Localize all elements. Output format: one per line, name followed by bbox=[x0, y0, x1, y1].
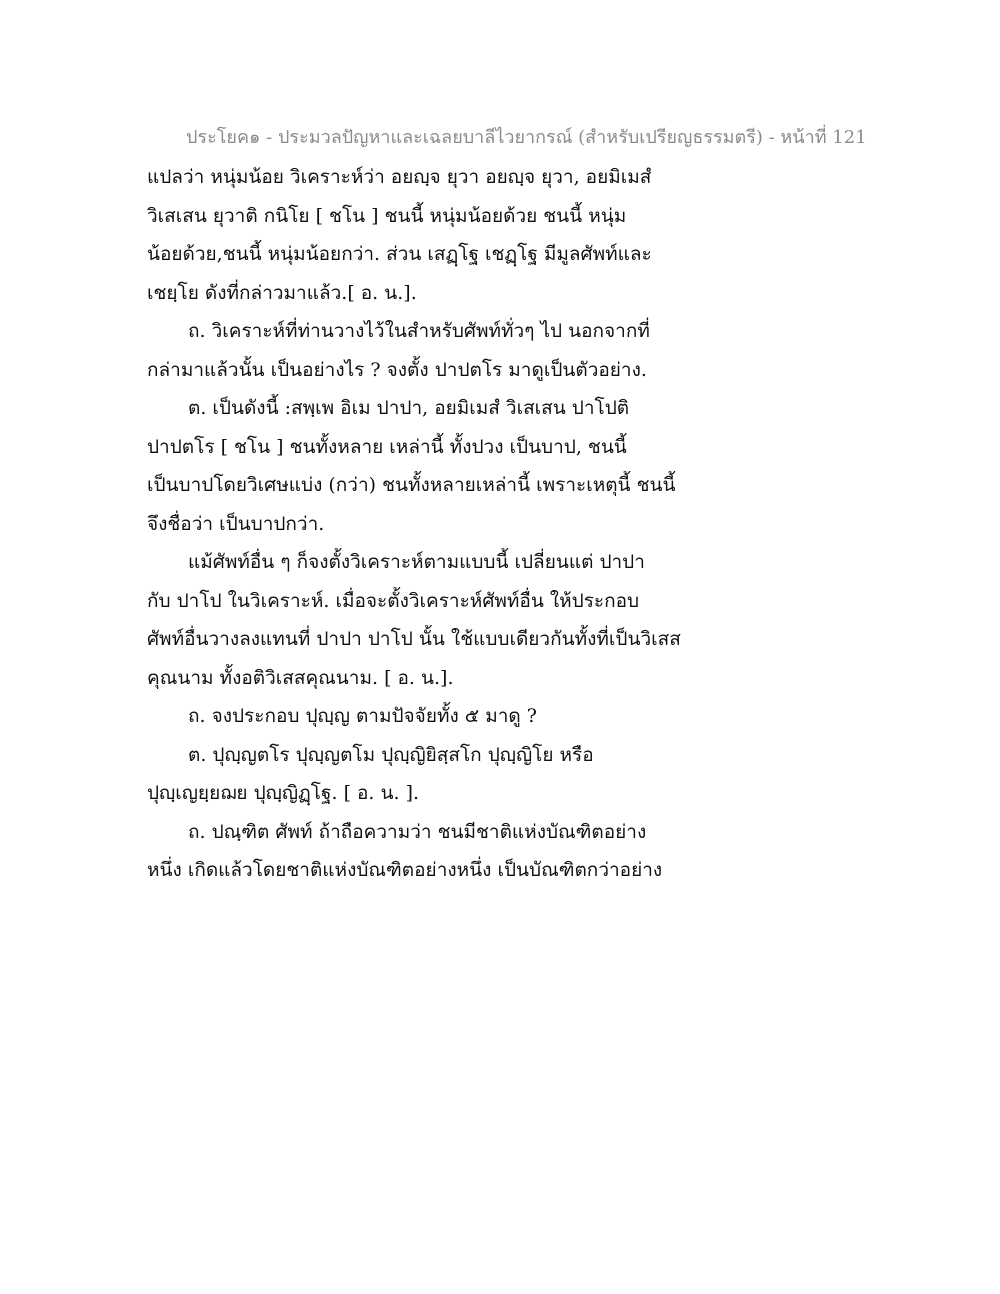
question-line: ถ. ปณฺฑิต ศัพท์ ถ้าถือความว่า ชนมีชาติแห่งบัณฑิตอย่าง bbox=[188, 820, 647, 843]
question-line: ถ. จงประกอบ ปุญฺญ ตามปัจจัยทั้ง ๕ มาดู ? bbox=[188, 705, 537, 727]
answer-line: ต. เป็นดังนี้ :สพฺเพ อิเม ปาปา, อยมิเมสํ วิเสเสน ปาโปติ bbox=[188, 397, 630, 419]
text-line: หนึ่ง เกิดแล้วโดยชาติแห่งบัณฑิตอย่างหนึ่ง เป็นบัณฑิตกว่าอย่าง bbox=[147, 859, 663, 881]
text-line: คุณนาม ทั้งอติวิเสสคุณนาม. [ อ. น.]. bbox=[147, 666, 454, 689]
text-line: เป็นบาปโดยวิเศษแบ่ง (กว่า) ชนทั้งหลายเหล่านี้ เพราะเหตุนี้ ชนนี้ bbox=[147, 474, 676, 496]
page-header: ประโยค๑ - ประมวลปัญหาและเฉลยบาลีไวยากรณ์ (สำหรับเปรียญธรรมตรี) - หน้าที่ 121 bbox=[186, 127, 867, 148]
text-line: วิเสเสน ยุวาติ กนิโย [ ชโน ] ชนนี้ หนุ่มน้อยด้วย ชนนี้ หนุ่ม bbox=[147, 204, 627, 227]
paragraph-line: แม้ศัพท์อื่น ๆ ก็จงตั้งวิเคราะห์ตามแบบนี้ เปลี่ยนแต่ ปาปา bbox=[188, 551, 645, 573]
text-line: จึงชื่อว่า เป็นบาปกว่า. bbox=[147, 512, 325, 535]
text-line: ปาปตโร [ ชโน ] ชนทั้งหลาย เหล่านี้ ทั้งปวง เป็นบาป, ชนนี้ bbox=[147, 435, 627, 458]
text-line: ปุญฺเญยฺยฌย ปุญฺญิฏฺโฐ. [ อ. น. ]. bbox=[147, 782, 420, 804]
text-line: ศัพท์อื่นวางลงแทนที่ ปาปา ปาโป นั้น ใช้แบบเดียวกันทั้งที่เป็นวิเสส bbox=[147, 628, 681, 650]
text-line: กล่ามาแล้วนั้น เป็นอย่างไร ? จงตั้ง ปาปตโร มาดูเป็นตัวอย่าง. bbox=[147, 358, 647, 381]
text-line: กับ ปาโป ในวิเคราะห์. เมื่อจะตั้งวิเคราะห์ศัพท์อื่น ให้ประกอบ bbox=[147, 589, 640, 612]
text-line: เชยฺโย ดังที่กล่าวมาแล้ว.[ อ. น.]. bbox=[147, 281, 417, 304]
question-line: ถ. วิเคราะห์ที่ท่านวางไว้ในสำหรับศัพท์ทั่วๆ ไป นอกจากที่ bbox=[188, 320, 650, 342]
answer-line: ต. ปุญฺญตโร ปุญฺญตโม ปุญฺญิยิสฺสโก ปุญฺญิโย หรือ bbox=[188, 743, 594, 766]
body-text bbox=[147, 158, 707, 890]
text-line: น้อยด้วย,ชนนี้ หนุ่มน้อยกว่า. ส่วน เสฏฺโฐ เชฏฺโฐ มีมูลศัพท์และ bbox=[147, 243, 652, 265]
text-line: แปลว่า หนุ่มน้อย วิเคราะห์ว่า อยญฺจ ยุวา อยญฺจ ยุวา, อยมิเมสํ bbox=[147, 166, 652, 188]
